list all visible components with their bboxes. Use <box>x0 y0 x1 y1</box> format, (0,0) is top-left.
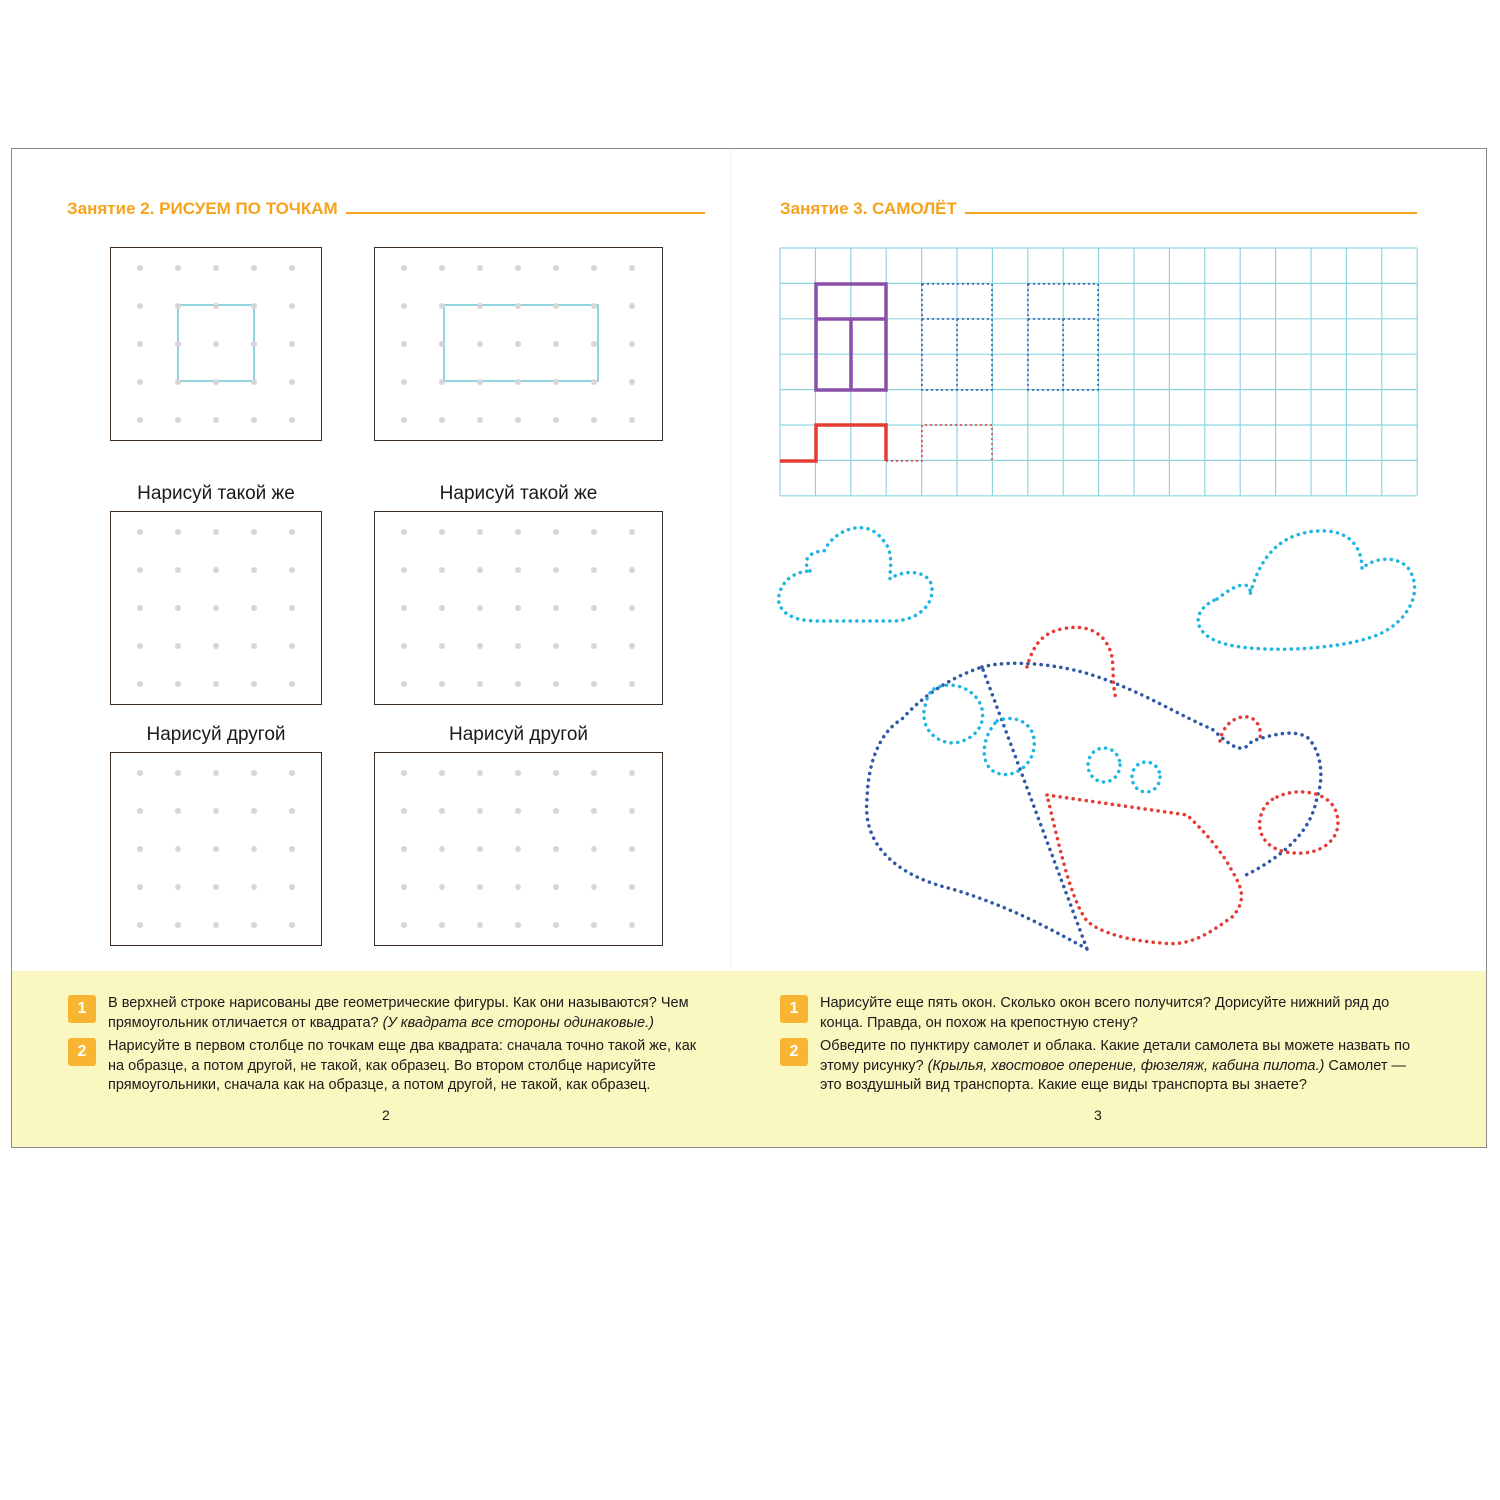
draw-rectangle-box[interactable] <box>374 511 663 705</box>
grid-dot <box>213 529 219 535</box>
grid-dot <box>213 265 219 271</box>
grid-dot <box>213 884 219 890</box>
cloud-right <box>1198 531 1414 649</box>
grid-dot <box>137 681 143 687</box>
grid-dot <box>175 341 181 347</box>
grid-dot <box>553 770 559 776</box>
grid-dot <box>251 379 257 385</box>
task-1-left <box>108 994 706 1033</box>
grid-dot <box>439 922 445 928</box>
grid-dot <box>439 341 445 347</box>
grid-dot <box>629 922 635 928</box>
grid-dot <box>137 567 143 573</box>
grid-dot <box>175 265 181 271</box>
grid-dot <box>515 379 521 385</box>
grid-dot <box>137 770 143 776</box>
grid-dot <box>477 681 483 687</box>
plane-small-fin <box>1220 717 1260 741</box>
lesson-3-title <box>780 199 1417 219</box>
grid-dot <box>401 643 407 649</box>
grid-dot <box>137 529 143 535</box>
grid-dot <box>251 567 257 573</box>
caption-draw-same-left: Нарисуй такой же <box>137 483 295 504</box>
grid-dot <box>251 265 257 271</box>
grid-dot <box>553 922 559 928</box>
grid-dot <box>401 303 407 309</box>
grid-dot <box>137 846 143 852</box>
page-gutter <box>730 149 731 971</box>
grid-dot <box>213 770 219 776</box>
grid-dot <box>591 884 597 890</box>
grid-dot <box>175 681 181 687</box>
grid-dot <box>289 770 295 776</box>
grid-dot <box>553 884 559 890</box>
grid-dot <box>401 922 407 928</box>
grid-dot <box>515 303 521 309</box>
grid-dot <box>175 770 181 776</box>
fortress-wall-sample <box>780 425 886 461</box>
grid-dot <box>175 529 181 535</box>
draw-other-square-box[interactable] <box>110 752 322 946</box>
task-1-left-text: В верхней строке нарисованы две геометрические фигуры. Как они называются? Чем прямоугольник отличается от квадрата? <box>108 995 689 1031</box>
grid-dot <box>401 605 407 611</box>
task-2-right-tail: Самолет — это воздушный вид транспорта. Какие еще виды транспорта вы знаете? <box>820 1057 1407 1093</box>
draw-square-box[interactable] <box>110 511 322 705</box>
grid-dot <box>515 529 521 535</box>
grid-dot <box>213 303 219 309</box>
grid-dot <box>439 808 445 814</box>
plane-stabilizer <box>1260 792 1338 853</box>
cockpit-window-2 <box>984 719 1034 775</box>
grid-dot <box>175 303 181 309</box>
grid-dot <box>515 770 521 776</box>
grid-dot <box>251 846 257 852</box>
grid-dot <box>629 884 635 890</box>
grid-dot <box>137 341 143 347</box>
grid-dot <box>439 567 445 573</box>
grid-dot <box>175 846 181 852</box>
grid-dot <box>137 379 143 385</box>
grid-dot <box>591 770 597 776</box>
task-1-badge-left: 1 <box>68 995 96 1023</box>
grid-dot <box>439 529 445 535</box>
task-1-right-text: Нарисуйте еще пять окон. Сколько окон всего получится? Дорисуйте нижний ряд до конца. Правда, он похож на крепостную стену? <box>820 995 1390 1031</box>
grid-dot <box>401 529 407 535</box>
grid-dot <box>553 341 559 347</box>
porthole-2 <box>1132 762 1160 792</box>
grid-dot <box>515 567 521 573</box>
grid-dot <box>251 922 257 928</box>
grid-dot <box>515 417 521 423</box>
grid-dot <box>591 846 597 852</box>
grid-dot <box>439 884 445 890</box>
grid-dot <box>591 341 597 347</box>
grid-dot <box>629 643 635 649</box>
grid-dot <box>289 379 295 385</box>
grid-dot <box>553 846 559 852</box>
grid-dot <box>401 567 407 573</box>
grid-dot <box>251 303 257 309</box>
lesson-2-title <box>67 199 705 219</box>
lesson-2-title-text: Занятие 2. РИСУЕМ ПО ТОЧКАМ <box>67 199 338 218</box>
grid-dot <box>591 605 597 611</box>
grid-dot <box>591 529 597 535</box>
grid-dot <box>175 605 181 611</box>
sample-square-box <box>110 247 322 441</box>
task-1-left-hint: (У квадрата все стороны одинаковые.) <box>382 1014 654 1031</box>
grid-dot <box>289 567 295 573</box>
grid-dot <box>629 808 635 814</box>
grid-dot <box>477 529 483 535</box>
grid-dot <box>477 643 483 649</box>
grid-dot <box>401 417 407 423</box>
grid-dot <box>477 770 483 776</box>
grid-dot <box>477 417 483 423</box>
grid-dot <box>439 605 445 611</box>
caption-draw-other-left: Нарисуй другой <box>146 724 286 745</box>
workbook-spread <box>11 148 1487 1148</box>
grid-dot <box>515 808 521 814</box>
grid-dot <box>137 643 143 649</box>
grid-dot <box>477 341 483 347</box>
grid-dot <box>439 770 445 776</box>
grid-dot <box>289 643 295 649</box>
cloud-left <box>779 528 932 621</box>
grid-dot <box>289 605 295 611</box>
title-rule-right <box>965 212 1417 215</box>
grid-dot <box>439 303 445 309</box>
grid-dot <box>515 884 521 890</box>
grid-dot <box>477 605 483 611</box>
grid-dot <box>477 303 483 309</box>
grid-dot <box>477 567 483 573</box>
grid-dot <box>401 770 407 776</box>
grid-dot <box>401 884 407 890</box>
grid-dot <box>251 605 257 611</box>
grid-dot <box>591 922 597 928</box>
grid-dot <box>515 922 521 928</box>
grid-dot <box>439 643 445 649</box>
page-number-right: 3 <box>1094 1107 1102 1123</box>
grid-dot <box>251 529 257 535</box>
caption-draw-same-right: Нарисуй такой же <box>439 483 598 504</box>
grid-dot <box>213 379 219 385</box>
grid-dot <box>477 884 483 890</box>
grid-dot <box>591 643 597 649</box>
grid-dot <box>553 265 559 271</box>
grid-dot <box>439 265 445 271</box>
grid-dot <box>591 681 597 687</box>
grid-dot <box>477 922 483 928</box>
grid-dot <box>213 417 219 423</box>
grid-dot <box>591 417 597 423</box>
grid-dot <box>629 529 635 535</box>
grid-dot <box>175 922 181 928</box>
grid-dot <box>251 681 257 687</box>
grid-dot <box>137 265 143 271</box>
grid-dot <box>137 808 143 814</box>
grid-dot <box>401 379 407 385</box>
grid-dot <box>289 265 295 271</box>
grid-dot <box>137 884 143 890</box>
grid-dot <box>251 643 257 649</box>
task-2-left <box>108 1037 706 1096</box>
grid-dot <box>591 379 597 385</box>
task-2-left-text: Нарисуйте в первом столбце по точкам еще два квадрата: сначала точно такой же, как на образце, а потом другой, не такой, как образец. Во втором столбце нарисуйте прямоугольники, сначала как на образце, а потом другой, не такой, как образец. <box>108 1038 697 1093</box>
grid-dot <box>439 681 445 687</box>
grid-dot <box>175 884 181 890</box>
grid-dot <box>213 808 219 814</box>
task-2-badge-left: 2 <box>68 1038 96 1066</box>
grid-dot <box>553 567 559 573</box>
grid-dot <box>439 846 445 852</box>
grid-dot <box>213 605 219 611</box>
grid-dot <box>289 303 295 309</box>
grid-dot <box>175 417 181 423</box>
grid-dot <box>515 681 521 687</box>
grid-dot <box>629 605 635 611</box>
grid-dot <box>515 605 521 611</box>
grid-dot <box>137 417 143 423</box>
lesson-3-title-text: Занятие 3. САМОЛЁТ <box>780 199 957 218</box>
grid-dot <box>553 417 559 423</box>
task-2-right-text: Обведите по пунктиру самолет и облака. Какие детали самолета вы можете назвать по этому рисунку? <box>820 1038 1411 1074</box>
grid-dot <box>401 808 407 814</box>
caption-draw-other-right: Нарисуй другой <box>449 724 588 745</box>
grid-dot <box>213 922 219 928</box>
grid-dot <box>251 884 257 890</box>
page-number-left: 2 <box>382 1107 390 1123</box>
grid-dot <box>175 643 181 649</box>
grid-dot <box>477 265 483 271</box>
porthole-1 <box>1088 748 1120 782</box>
grid-dot <box>439 379 445 385</box>
grid-dot <box>553 643 559 649</box>
grid-dot <box>629 341 635 347</box>
grid-dot <box>629 770 635 776</box>
grid-dot <box>289 417 295 423</box>
grid-dot <box>477 846 483 852</box>
grid-dot <box>515 265 521 271</box>
grid-dot <box>213 643 219 649</box>
grid-dot <box>175 567 181 573</box>
title-rule <box>346 212 705 215</box>
grid-dot <box>137 605 143 611</box>
task-1-badge-right: 1 <box>780 995 808 1023</box>
grid-dot <box>289 884 295 890</box>
grid-dot <box>553 529 559 535</box>
grid-dot <box>251 770 257 776</box>
grid-dot <box>251 417 257 423</box>
grid-dot <box>213 341 219 347</box>
task-2-badge-right: 2 <box>780 1038 808 1066</box>
task-2-right <box>820 1037 1418 1096</box>
sample-rectangle-box <box>374 247 663 441</box>
grid-dot <box>553 681 559 687</box>
grid-dot <box>137 922 143 928</box>
grid-dot <box>553 605 559 611</box>
plane-wing <box>1047 795 1241 944</box>
grid-dot <box>289 808 295 814</box>
grid-dot <box>289 922 295 928</box>
grid-dot <box>213 846 219 852</box>
grid-dot <box>515 643 521 649</box>
grid-dot <box>289 681 295 687</box>
grid-dot <box>401 341 407 347</box>
grid-dot <box>553 379 559 385</box>
draw-other-rectangle-box[interactable] <box>374 752 663 946</box>
grid-dot <box>515 341 521 347</box>
grid-dot <box>553 808 559 814</box>
plane-fuselage <box>867 663 1321 949</box>
fortress-wall-dotted <box>886 425 992 461</box>
grid-dot <box>175 808 181 814</box>
grid-dot <box>629 417 635 423</box>
grid-dot <box>553 303 559 309</box>
grid-dot <box>137 303 143 309</box>
grid-dot <box>401 265 407 271</box>
grid-dot <box>175 379 181 385</box>
grid-dot <box>591 303 597 309</box>
grid-dot <box>591 567 597 573</box>
task-2-right-hint: (Крылья, хвостовое оперение, фюзеляж, кабина пилота.) <box>927 1057 1325 1074</box>
grid-dot <box>591 265 597 271</box>
grid-dot <box>289 846 295 852</box>
grid-dot <box>213 681 219 687</box>
grid-dot <box>289 529 295 535</box>
grid-dot <box>629 567 635 573</box>
plane-and-clouds-tracing[interactable] <box>772 529 1432 949</box>
grid-dot <box>515 846 521 852</box>
grid-dot <box>439 417 445 423</box>
grid-dot <box>629 265 635 271</box>
grid-dot <box>289 341 295 347</box>
grid-dot <box>629 303 635 309</box>
window-grid[interactable] <box>780 248 1418 498</box>
grid-dot <box>401 681 407 687</box>
grid-dot <box>629 681 635 687</box>
grid-dot <box>629 379 635 385</box>
sample-rectangle-outline <box>443 304 599 382</box>
grid-dot <box>477 379 483 385</box>
grid-dot <box>251 341 257 347</box>
grid-dot <box>213 567 219 573</box>
task-1-right <box>820 994 1418 1033</box>
grid-dot <box>629 846 635 852</box>
grid-dot <box>251 808 257 814</box>
grid-dot <box>477 808 483 814</box>
grid-dot <box>401 846 407 852</box>
grid-dot <box>591 808 597 814</box>
